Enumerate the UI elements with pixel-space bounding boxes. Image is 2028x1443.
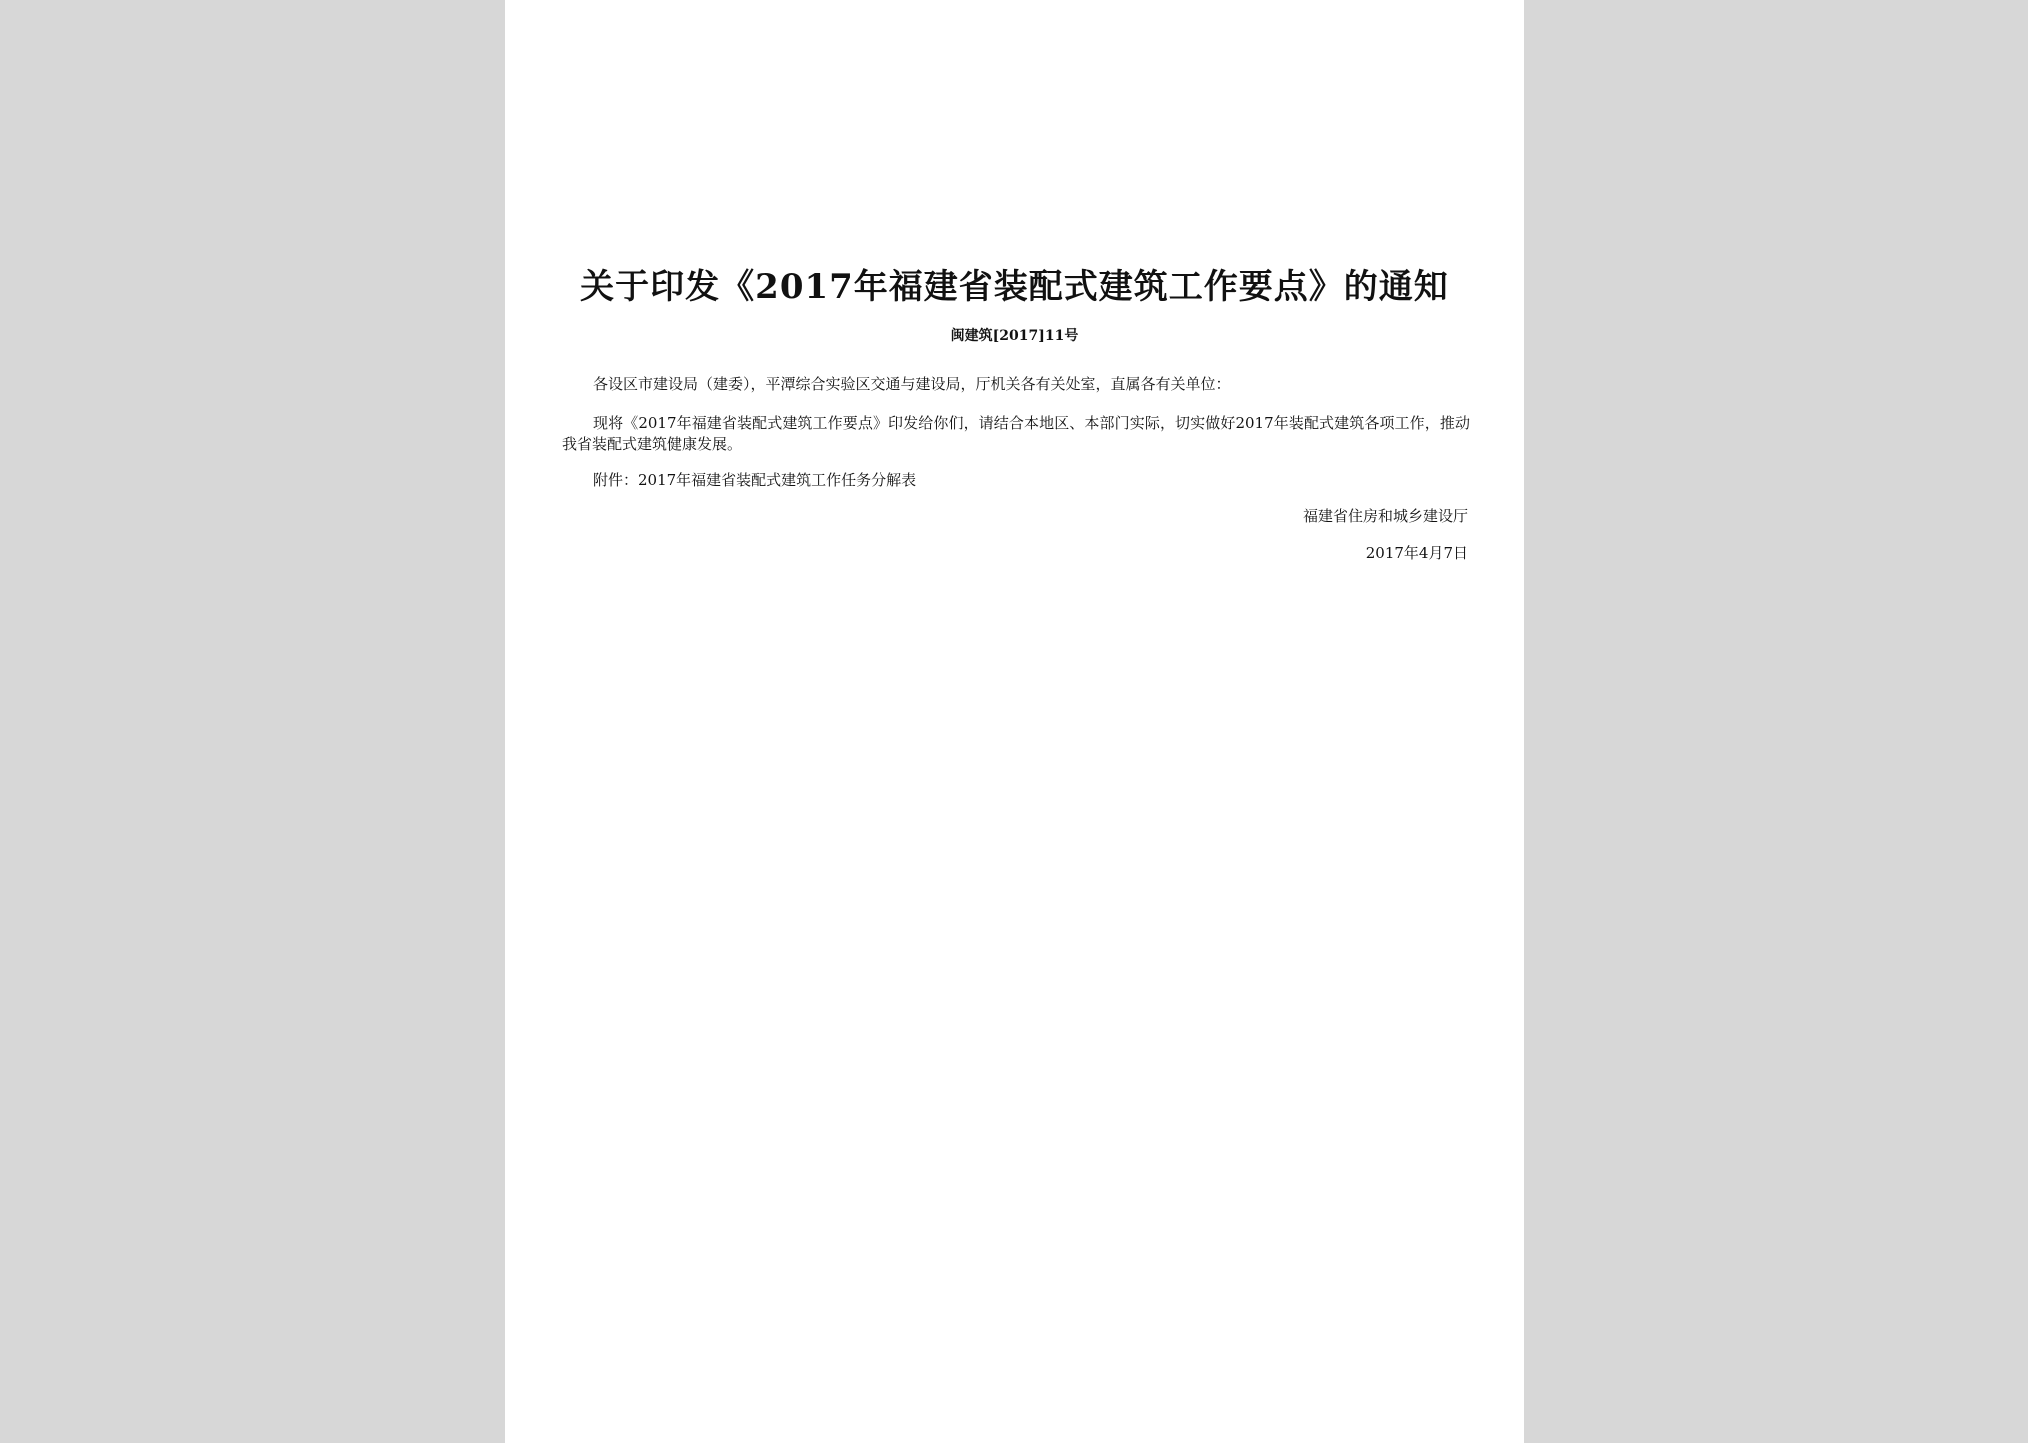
salutation-paragraph: 各设区市建设局（建委），平潭综合实验区交通与建设局，厅机关各有关处室，直属各有关单位： [593,375,1231,393]
issue-date: 2017年4月7日 [1365,544,1468,562]
document-number: 闽建筑[2017]11号 [950,328,1079,344]
body-paragraph: 现将《2017年福建省装配式建筑工作要点》印发给你们，请结合本地区、本部门实际，切实做好2017年装配式建筑各项工作，推动我省装配式建筑健康发展。 [562,414,1470,453]
document-title: 关于印发《2017年福建省装配式建筑工作要点》的通知 [580,267,1449,307]
document-page [505,0,1524,1443]
issuer-signature: 福建省住房和城乡建设厅 [1302,507,1468,525]
attachment-line: 附件：2017年福建省装配式建筑工作任务分解表 [593,471,917,489]
